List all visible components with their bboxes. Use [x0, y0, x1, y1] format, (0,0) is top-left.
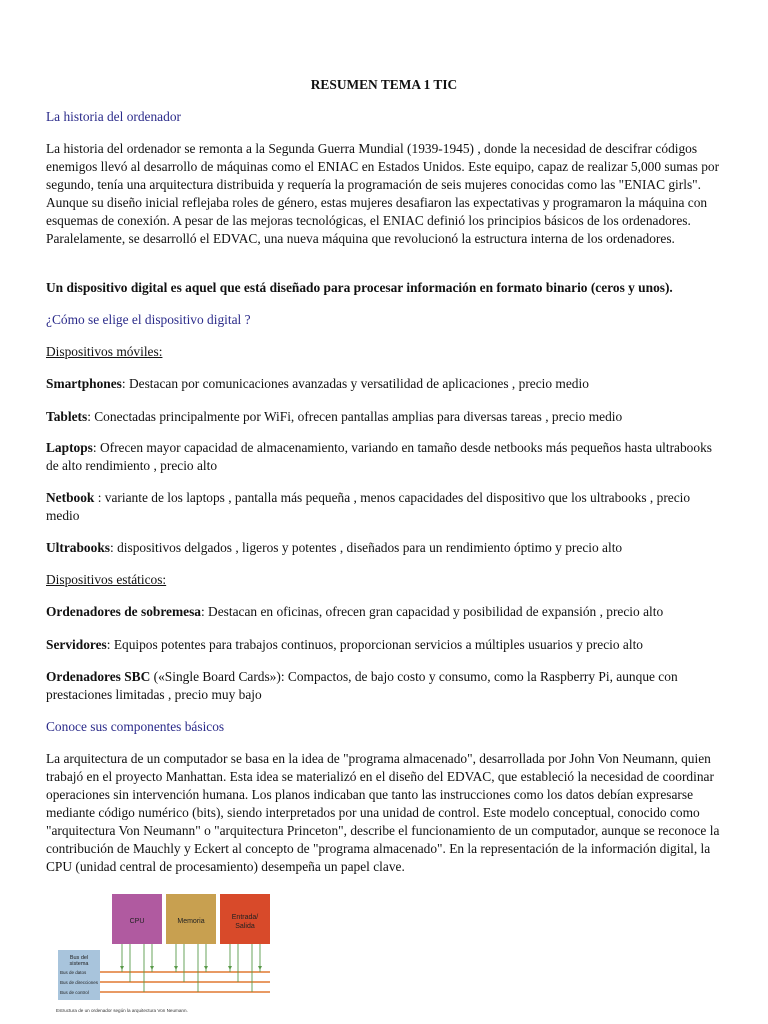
- heading-history: La historia del ordenador: [46, 109, 181, 124]
- item-laptops: [46, 439, 722, 475]
- item-ultrabooks: [46, 539, 722, 557]
- item-text: : Destacan por comunicaciones avanzadas y versatilidad de aplicaciones , precio medio: [121, 376, 589, 391]
- item-text: : Equipos potentes para trabajos continuos, proporcionan servicios a múltiples usuarios y precio alto: [106, 637, 643, 652]
- item-term: Laptops: [46, 440, 93, 455]
- memoria-label: Memoria: [177, 918, 205, 925]
- item-tablets: [46, 408, 722, 426]
- system-bus-label-1: Bus del: [69, 955, 89, 961]
- definition-paragraph: Un dispositivo digital es aquel que está diseñado para procesar información en formato binario (ceros y unos).: [46, 280, 673, 295]
- data-bus-label: Bus de datos: [60, 970, 87, 975]
- entrada-salida-label-1: Entrada/: [231, 914, 259, 921]
- item-term: Netbook: [46, 490, 95, 505]
- item-text: : dispositivos delgados , ligeros y potentes , diseñados para un rendimiento óptimo y precio alto: [110, 540, 623, 555]
- control-bus-label: Bus de control: [60, 990, 89, 995]
- item-netbook: [46, 489, 722, 525]
- heading-components: Conoce sus componentes básicos: [46, 719, 225, 734]
- system-bus-label-2: sistema: [69, 961, 89, 967]
- bus-connectors: [122, 944, 260, 992]
- item-text: («Single Board Cards»): Compactos, de bajo costo y consumo, como la Raspberry Pi, aunque con prestaciones limitadas , precio muy bajo: [46, 669, 678, 702]
- item-text: : Ofrecen mayor capacidad de almacenamiento, variando en tamaño desde netbooks más pequeños hasta ultrabooks de alto rendimiento , precio alto: [46, 440, 712, 473]
- item-sbc: [46, 668, 722, 704]
- figure-caption: Estructura de un ordenador según la arquitectura Von Neumann.: [56, 1008, 188, 1013]
- item-term: Ordenadores de sobremesa: [46, 604, 201, 619]
- item-servers: [46, 636, 722, 654]
- item-term: Servidores: [46, 637, 107, 652]
- document-title: RESUMEN TEMA 1 TIC: [310, 77, 458, 92]
- von-neumann-figure: [50, 888, 280, 1018]
- entrada-salida-label-2: Salida: [235, 923, 255, 930]
- item-term: Ordenadores SBC: [46, 669, 151, 684]
- item-text: : Destacan en oficinas, ofrecen gran capacidad y posibilidad de expansión , precio alto: [200, 604, 664, 619]
- cpu-label: CPU: [129, 918, 145, 925]
- heading-mobile-devices: Dispositivos móviles:: [46, 344, 163, 359]
- paragraph-history: La historia del ordenador se remonta a la Segunda Guerra Mundial (1939-1945) , donde la necesidad de descifrar códigos enemigos llevó al desarrollo de máquinas como el ENIAC en Estados Unidos. Este equipo, capaz de realizar 5,000 sumas por segundo, tenía una arquitectura distribuida y requería la programación de seis mujeres conocidas como las "ENIAC girls". Aunque su diseño inicial reflejaba roles de género, estas mujeres desafiaron las expectativas y programaron la máquina con esquemas de conexión. A pesar de las mejoras tecnológicas, el ENIAC definió los principios básicos de los ordenadores. Paralelamente, se desarrolló el EDVAC, una nueva máquina que revolucionó la estructura interna de los ordenadores.: [46, 141, 720, 246]
- arrow-heads: [120, 966, 262, 970]
- heading-choose-device: ¿Cómo se elige el dispositivo digital ?: [46, 312, 251, 327]
- item-smartphones: [46, 375, 722, 393]
- item-term: Smartphones: [46, 376, 122, 391]
- paragraph-architecture: La arquitectura de un computador se basa en la idea de "programa almacenado", desarrollada por John Von Neumann, quien trabajó en el proyecto Manhattan. Esta idea se materializó en el diseño del EDVAC, que estableció la necesidad de coordinar operaciones sin intervención humana. Los planos indicaban que tanto las instrucciones como los datos debían expresarse mediante código numérico (bits), siendo interpretados por una unidad de control. Este modelo conceptual, conocido como "arquitectura Von Neumann" o "arquitectura Princeton", describe el funcionamiento de un computador, aunque se reconoce la contribución de Mauchly y Eckert al concepto de "programa almacenado". En la representación de la información digital, la CPU (unidad central de procesamiento) desempeña un papel clave.: [46, 751, 720, 874]
- address-bus-label: Bus de direcciones: [60, 980, 99, 985]
- item-term: Ultrabooks: [46, 540, 110, 555]
- heading-static-devices: Dispositivos estáticos:: [46, 572, 167, 587]
- von-neumann-diagram: [50, 888, 280, 1018]
- item-text: : variante de los laptops , pantalla más pequeña , menos capacidades del dispositivo que los ultrabooks , precio medio: [46, 490, 691, 523]
- item-text: : Conectadas principalmente por WiFi, ofrecen pantallas amplias para diversas tareas , precio medio: [87, 409, 623, 424]
- item-term: Tablets: [46, 409, 88, 424]
- item-desktops: [46, 603, 722, 621]
